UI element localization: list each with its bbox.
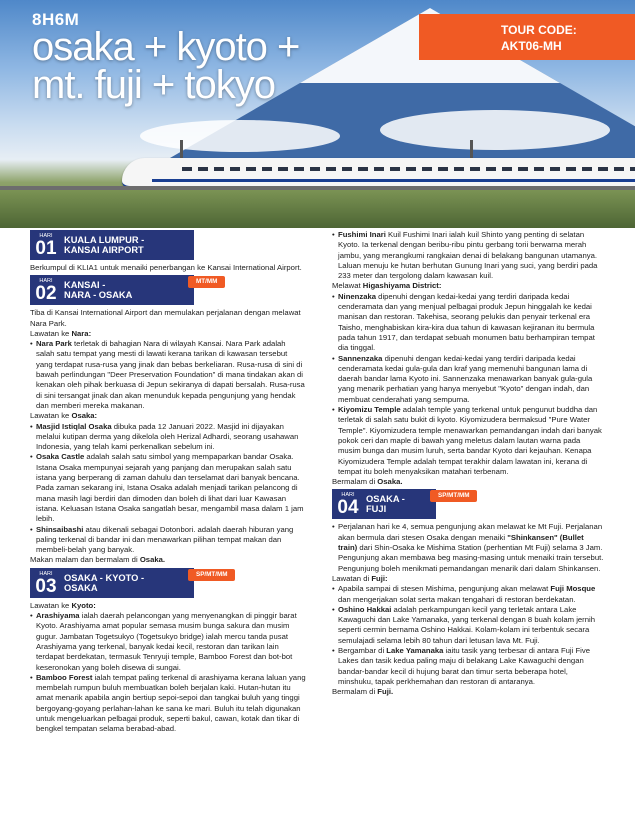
day-title: OSAKA - FUJI bbox=[364, 489, 436, 519]
visit-heading: Lawatan ke Nara: bbox=[30, 328, 92, 338]
list-item: • Apabila sampai di stesen Mishima, pengunjung akan melawat Fuji Mosque dan mengerjakan solat serta makan tengahari di restoran berdekatan. bbox=[332, 584, 604, 605]
day-number-badge: HARI 02 bbox=[30, 275, 62, 305]
day-header-1 bbox=[30, 230, 306, 260]
visit-heading: Lawatan di Fuji: bbox=[332, 573, 388, 583]
day2-intro: Tiba di Kansai International Airport dan memulakan perjalanan dengan melawat Nara Park. bbox=[30, 308, 301, 328]
day-title: KUALA LUMPUR - KANSAI AIRPORT bbox=[62, 230, 194, 260]
cloud bbox=[380, 110, 610, 150]
meal-tag: SP/MT/MM bbox=[430, 490, 477, 502]
list-item: • Kiyomizu Temple adalah temple yang terkenal untuk pengunut buddha dan terletak di salah satu bukit di kyoto. Kiyomizudera bermaksud "Pure Water Temple". Kiyomizudera temple menawarkan pemandangan indah dari banyak pokok ceri dan maple di bawah yang meletus dalam lautan warna pada musim bunga dan musim luruh, serta bandar Kyoto dari kejauhan. Kenapa Kiyomizudera Temple adalah tempat terakhir dalam lawatan ini, kerana di tempat itu boleh menyaksikan matahari terbenam. bbox=[332, 405, 604, 477]
right-column bbox=[332, 230, 604, 697]
day-number-badge: HARI 04 bbox=[332, 489, 364, 519]
cloud bbox=[140, 120, 340, 152]
day-title: KANSAI - NARA - OSAKA bbox=[62, 275, 194, 305]
left-column bbox=[30, 230, 306, 735]
day3-closing: Bermalam di Osaka. bbox=[332, 477, 403, 487]
meal-tag: MT/MM bbox=[188, 276, 225, 288]
tour-title-line1: osaka + kyoto + bbox=[32, 25, 300, 69]
tour-code-value: AKT06-MH bbox=[501, 39, 562, 53]
day4-closing: Bermalam di Fuji. bbox=[332, 687, 394, 697]
tour-code-box bbox=[419, 14, 635, 60]
day-header-3 bbox=[30, 568, 306, 598]
list-item: • Perjalanan hari ke 4, semua pengunjung akan melawat ke Mt Fuji. Perjalanan akan bermula dari stesen Osaka dengan menaiki "Shinkansen" (Bullet train) dari Shin-Osaka ke Mishima Station (perhentian Mt Fuji) selama 3 Jam. Pengunjung akan membawa beg masing-masing untuk menaiki train tersebut. Pengunjung boleh menikmati pemandangan menarik dari dalam Shinkansen. bbox=[332, 522, 604, 573]
list-item: • Bamboo Forest ialah tempat paling terkenal di arashiyama kerana laluan yang membelah rumpun buluh membuatkan boleh berjalan kaki. Hutan-hutan itu amat menarik apabila angin bertiup sepoi-sepoi dan tangkai buluh yang tinggi bergoyang-goyang perlahan-lahan ke sana ke mari. Buluh itu telah digunakan untuk mengeluarkan pelbagai produk, seperti bakul, cawan, kotak dan tikar di bengkel tempatan selama berabad-abad. bbox=[30, 673, 306, 735]
list-item: • Masjid Istiqlal Osaka dibuka pada 12 Januari 2022. Masjid ini dijayakan melalui kutipan derma yang dikelola oleh Herizal Adhardi, seorang usahawan Indonesia, yang telah kami perkenalkan sebelum ini. bbox=[30, 422, 306, 453]
hero-banner bbox=[0, 0, 635, 228]
tour-title-line2: mt. fuji + tokyo bbox=[32, 63, 275, 107]
list-item: • Shinsaibashi atau dikenali sebagai Dotonbori. adalah daerah hiburan yang paling terkenal di bandar ini dan menawarkan pilihan tempat makan dan membeli-belah yang banyak. bbox=[30, 525, 306, 556]
day-title: OSAKA - KYOTO - OSAKA bbox=[62, 568, 194, 598]
day2-closing: Makan malam dan bermalam di Osaka. bbox=[30, 555, 166, 565]
tour-title bbox=[32, 25, 300, 107]
day-number-badge: HARI 03 bbox=[30, 568, 62, 598]
day-number-badge: HARI 01 bbox=[30, 230, 62, 260]
list-item: • Fushimi Inari Kuil Fushimi Inari ialah kuil Shinto yang penting di selatan Kyoto. Ia terkenal dengan beribu-ribu pintu gerbang torii berwarna merah jambu, yang merangkumi rangkaian denai di belakang bangunan utamanya. Laluan menuju ke hutan berhutan Gunung Inari yang suci, yang berdiri pada 233 meter dan tergolong dalam kawasan kuil. bbox=[332, 230, 604, 281]
list-item: • Oshino Hakkai adalah perkampungan kecil yang terletak antara Lake Kawaguchi dan Lake Yamanaka, yang terkenal dengan 8 buah kolam jernih seperti cermin bernama Oshino Hakkai. Kolam-kolam ini terbentuk secara semulajadi selama lebih 80 tahun dari letusan lava Mt. Fuji. bbox=[332, 605, 604, 646]
visit-heading: Lawatan ke Kyoto: bbox=[30, 600, 96, 610]
shinkansen-train-image bbox=[122, 158, 635, 189]
visit-heading: Lawatan ke Osaka: bbox=[30, 411, 98, 421]
list-item: • Nara Park terletak di bahagian Nara di wilayah Kansai. Nara Park adalah salah satu tempat yang mesti di lawati kerana tarikan di kawasan tersebut yang terdapat rusa-rusa yang jinak dan bebas berkeliaran. Rusa-rusa di sini di bawah perlindungan "Deer Preservation Foundation" di mana tindakan akan di kenakan oleh pihak berkuasa di Jepun sekiranya di dapati bersalah. Rusa-rusa di sini tersangat jinak dan akan menunduk kepada pengunjung yang hendak dan memberi mereka makanan. bbox=[30, 339, 306, 411]
list-item: • Ninenzaka dipenuhi dengan kedai-kedai yang terdiri daripada kedai cenderamata dan yang menjual pelbagai produk Jepun hinggalah ke kedai manisan dan restoran. Takehisa, seorang pelukis dan penyair terkenal era Taisho, menghabiskan kira-kira dua tahun di kawasan kejiranan itu bermula pada tahun 1917, dan terdapat sebuah monumen batu berhampiran tempat dia tinggal. bbox=[332, 292, 604, 354]
list-item: • Osaka Castle adalah salah satu simbol yang mempaparkan bandar Osaka. Istana Osaka mempunyai sejarah yang panjang dan merupakan salah satu istana yang berperang di zaman dahulu dan terselamat dari banyak bencana. Pada zaman sekarang ini, Istana Osaka adalah menjadi tarikan pelancong di mana masih lagi berdiri dan dimoden dan boleh di lihat dari luar Kawasan istana. Keluasan Istana Osaka sangatlah besar, mengambil masa dalam 1 jam lebih. bbox=[30, 452, 306, 524]
day1-text: Berkumpul di KLIA1 untuk menaiki penerbangan ke Kansai International Airport. bbox=[30, 263, 302, 272]
tour-code-label: TOUR CODE: bbox=[501, 23, 577, 37]
list-item: • Sannenzaka dipenuhi dengan kedai-kedai yang terdiri daripada kedai cenderamata kedai gula-gula dan kraf yang memenuhi bangunan lama di daerah bandar lama Kyoto ini. Sannenzaka menawarkan banyak gula-gula yang menarik perhatian yang hanya menyebut "Kyoto" dengan indah, dan membuat cenderahati yang sempurna. bbox=[332, 354, 604, 405]
day-header-2 bbox=[30, 275, 306, 305]
tour-duration: 8H6M bbox=[32, 10, 80, 29]
list-item: • Arashiyama ialah daerah pelancongan yang menyenangkan di pinggir barat Kyoto. Arashiyama amat popular semasa musim bunga sakura dan musim gugur. Jambatan Togetsukyo (Togetsukyo bridge) ialah mercu tanda pusat Arashiyama yang terkenal, banyak kedai kecil, restoran dan tarikan lain terdapat berdekatan, termasuk Tenryuji temple, Bamboo Forest dan bot-bot keseronokan yang boleh disewa di sungai. bbox=[30, 611, 306, 673]
day-header-4 bbox=[332, 489, 604, 519]
visit-heading: Melawat Higashiyama District: bbox=[332, 281, 442, 291]
field bbox=[0, 190, 635, 228]
meal-tag: SP/MT/MM bbox=[188, 569, 235, 581]
list-item: • Bergambar di Lake Yamanaka iaitu tasik yang terbesar di antara Fuji Five Lakes dan tasik kedua paling maju di belakang Lake Kawaguchi dengan bandar-bandar kecil di hujung barat dan timur serta beberapa hotel, minshuku, tapak perkhemahan dan restoran di antaranya. bbox=[332, 646, 604, 687]
